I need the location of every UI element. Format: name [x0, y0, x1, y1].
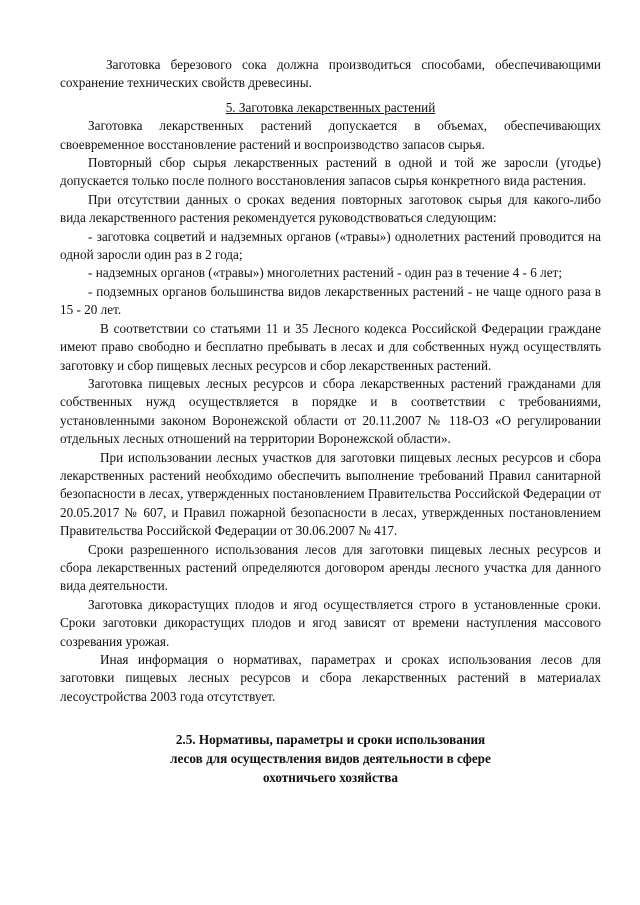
section-title-line-2: лесов для осуществления видов деятельности в сфере — [170, 751, 491, 767]
paragraph-no-data: При отсутствии данных о сроках ведения повторных заготовок сырья для какого-либо вида лекарственного растения рекомендуется руководствоваться следующим: — [60, 191, 601, 226]
paragraph-repeat-collection: Повторный сбор сырья лекарственных растений в одной и той же заросли (угодье) допускается только после полного восстановления запасов сырья конкретного вида растения. — [60, 155, 601, 189]
paragraph-lease-terms: Сроки разрешенного использования лесов для заготовки пищевых лесных ресурсов и сбора лекарственных растений определяются договором аренды лесного участка для данного вида деятельности. — [60, 541, 601, 594]
section-title-line-3: охотничьего хозяйства — [262, 770, 399, 786]
paragraph-safety-rules: При использовании лесных участков для заготовки пищевых лесных ресурсов и сбора лекарственных растений необходимо обеспечить выполнение требований Правил санитарной безопасности в лесах, утвержденных постановлением Правительства Российской Федерации от 20.05.2017 № 607, и Правил пожарной безопасности в лесах, утвержденных постановлением Правительства Российской Федерации от 30.06.2007 № 417. — [60, 449, 601, 539]
list-item-perennial-plants: - надземных органов («травы») многолетних растений - один раз в течение 4 - 6 лет; — [88, 265, 562, 281]
document-page — [60, 56, 601, 787]
section-title-line-1: 2.5. Нормативы, параметры и сроки использования — [175, 732, 486, 748]
spacer — [60, 706, 601, 730]
paragraph-berries: Заготовка дикорастущих плодов и ягод осуществляется строго в установленные сроки. Сроки заготовки дикорастущих плодов и ягод зависят от времени наступления массового созревания урожая. — [60, 596, 601, 649]
paragraph-birch-sap: Заготовка березового сока должна производиться способами, обеспечивающими сохранение технических свойств древесины. — [60, 57, 601, 91]
paragraph-forest-code: В соответствии со статьями 11 и 35 Лесного кодекса Российской Федерации граждане имеют право свободно и бесплатно пребывать в лесах и для собственных нужд осуществлять заготовку и сбор пищевых лесных ресурсов и сбор лекарственных растений. — [60, 320, 601, 373]
paragraph-own-needs: Заготовка пищевых лесных ресурсов и сбора лекарственных растений гражданами для собственных нужд осуществляется в порядке и в соответствии с требованиями, установленными законом Воронежской области от 20.11.2007 № 118-ОЗ «О регулировании отдельных лесных отношений на территории Воронежской области». — [60, 375, 601, 447]
paragraph-medicinal-volumes: Заготовка лекарственных растений допускается в объемах, обеспечивающих своевременное восстановление растений и воспроизводство запасов сырья. — [60, 118, 601, 152]
paragraph-other-info: Иная информация о нормативах, параметрах и сроках использования лесов для заготовки пищевых лесных ресурсов и сбора лекарственных растений в материалах лесоустройства 2003 года отсутствует. — [60, 652, 601, 704]
subsection-title-text: 5. Заготовка лекарственных растений — [225, 99, 436, 115]
list-item-underground-organs: - подземных органов большинства видов лекарственных растений - не чаще одного раза в 15 - 20 лет. — [60, 283, 601, 318]
list-item-annual-plants: - заготовка соцветий и надземных органов («травы») однолетних растений проводится на одной заросли один раз в 2 года; — [60, 228, 601, 263]
subsection-title — [60, 99, 601, 117]
